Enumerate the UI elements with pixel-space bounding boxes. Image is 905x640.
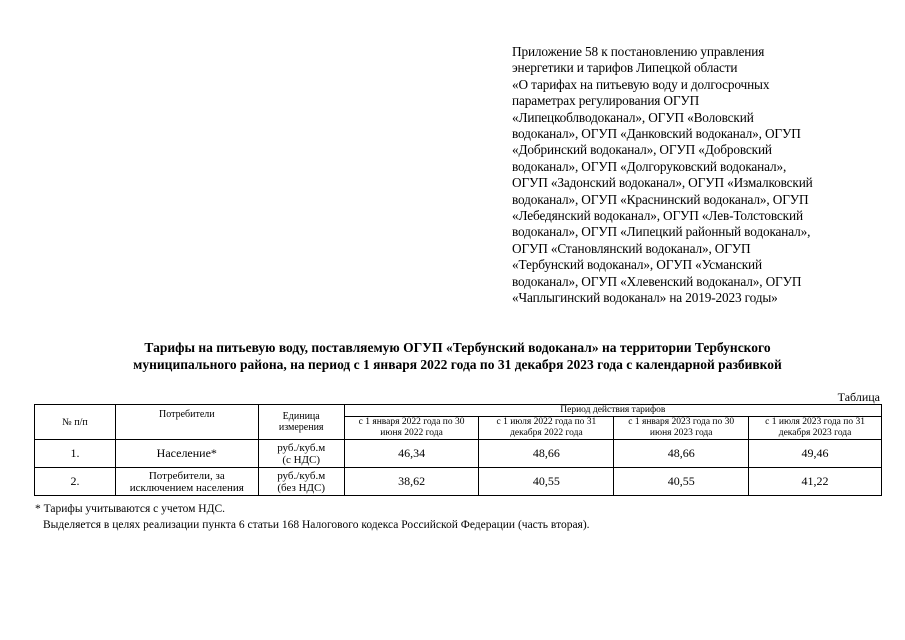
- appendix-line: энергетики и тарифов Липецкой области: [512, 60, 738, 76]
- appendix-line: водоканал», ОГУП «Хлевенский водоканал», ОГУП: [512, 273, 802, 289]
- title-line-2: муниципального района, на период с 1 января 2022 года по 31 декабря 2023 года с календарной разбивкой: [133, 356, 782, 372]
- appendix-line: «Липецкоблводоканал», ОГУП «Воловский: [512, 109, 754, 125]
- header-row: [35, 405, 882, 417]
- appendix-line: «Лебедянский водоканал», ОГУП «Лев-Толстовский: [512, 208, 803, 224]
- row-num: 2.: [35, 468, 116, 496]
- row-unit: [258, 468, 344, 496]
- footnote-vat: * Тарифы учитываются с учетом НДС.: [35, 503, 225, 515]
- row-value: 41,22: [749, 468, 882, 496]
- appendix-line: ОГУП «Задонский водоканал», ОГУП «Измалковский: [512, 175, 813, 191]
- row-consumer: Потребители, за исключением населения: [115, 468, 258, 496]
- appendix-line: водоканал», ОГУП «Липецкий районный водоканал»,: [512, 224, 811, 240]
- header-period-2: с 1 июля 2022 года по 31 декабря 2022 года: [479, 417, 614, 440]
- row-value: 38,62: [344, 468, 479, 496]
- header-period-1: с 1 января 2022 года по 30 июня 2022 года: [344, 417, 479, 440]
- header-period: Период действия тарифов: [344, 405, 881, 417]
- appendix-line: водоканал», ОГУП «Данковский водоканал», ОГУП: [512, 126, 801, 142]
- appendix-header: [512, 44, 882, 307]
- unit-line: руб./куб.м: [277, 469, 326, 482]
- header-unit: Единица измерения: [258, 405, 344, 440]
- appendix-line: водоканал», ОГУП «Долгоруковский водоканал»,: [512, 158, 787, 174]
- footnotes: [35, 502, 590, 533]
- appendix-line: «О тарифах на питьевую воду и долгосрочных: [512, 76, 770, 92]
- row-value: 46,34: [344, 440, 479, 468]
- header-consumers: Потребители: [115, 405, 258, 440]
- appendix-line: ОГУП «Становлянский водоканал», ОГУП: [512, 240, 751, 256]
- row-value: 48,66: [614, 440, 749, 468]
- unit-line: руб./куб.м: [277, 441, 326, 454]
- unit-line: (с НДС): [282, 453, 321, 466]
- appendix-line: «Тербунский водоканал», ОГУП «Усманский: [512, 257, 762, 273]
- header-num: № п/п: [35, 405, 116, 440]
- table-label: Таблица: [837, 390, 880, 404]
- row-value: 40,55: [479, 468, 614, 496]
- unit-line: (без НДС): [277, 481, 326, 494]
- row-value: 40,55: [614, 468, 749, 496]
- appendix-line: водоканал», ОГУП «Краснинский водоканал», ОГУП: [512, 191, 809, 207]
- row-unit: [258, 440, 344, 468]
- appendix-line: «Чаплыгинский водоканал» на 2019-2023 годы»: [512, 290, 778, 306]
- row-num: 1.: [35, 440, 116, 468]
- table-row: [35, 468, 882, 496]
- row-value: 48,66: [479, 440, 614, 468]
- appendix-line: Приложение 58 к постановлению управления: [512, 44, 765, 59]
- appendix-line: «Добринский водоканал», ОГУП «Добровский: [512, 142, 772, 158]
- title-line-1: Тарифы на питьевую воду, поставляемую ОГУП «Тербунский водоканал» на территории Тербунского: [144, 340, 771, 355]
- header-period-3: с 1 января 2023 года по 30 июня 2023 года: [614, 417, 749, 440]
- row-value: 49,46: [749, 440, 882, 468]
- row-consumer: Население*: [115, 440, 258, 468]
- appendix-line: параметрах регулирования ОГУП: [512, 93, 700, 109]
- document-title: [40, 340, 875, 373]
- header-period-4: с 1 июля 2023 года по 31 декабря 2023 года: [749, 417, 882, 440]
- footnote-tax-code: Выделяется в целях реализации пункта 6 статьи 168 Налогового кодекса Российской Федерации (часть вторая).: [43, 519, 590, 531]
- table-row: [35, 440, 882, 468]
- tariff-table: [34, 404, 882, 496]
